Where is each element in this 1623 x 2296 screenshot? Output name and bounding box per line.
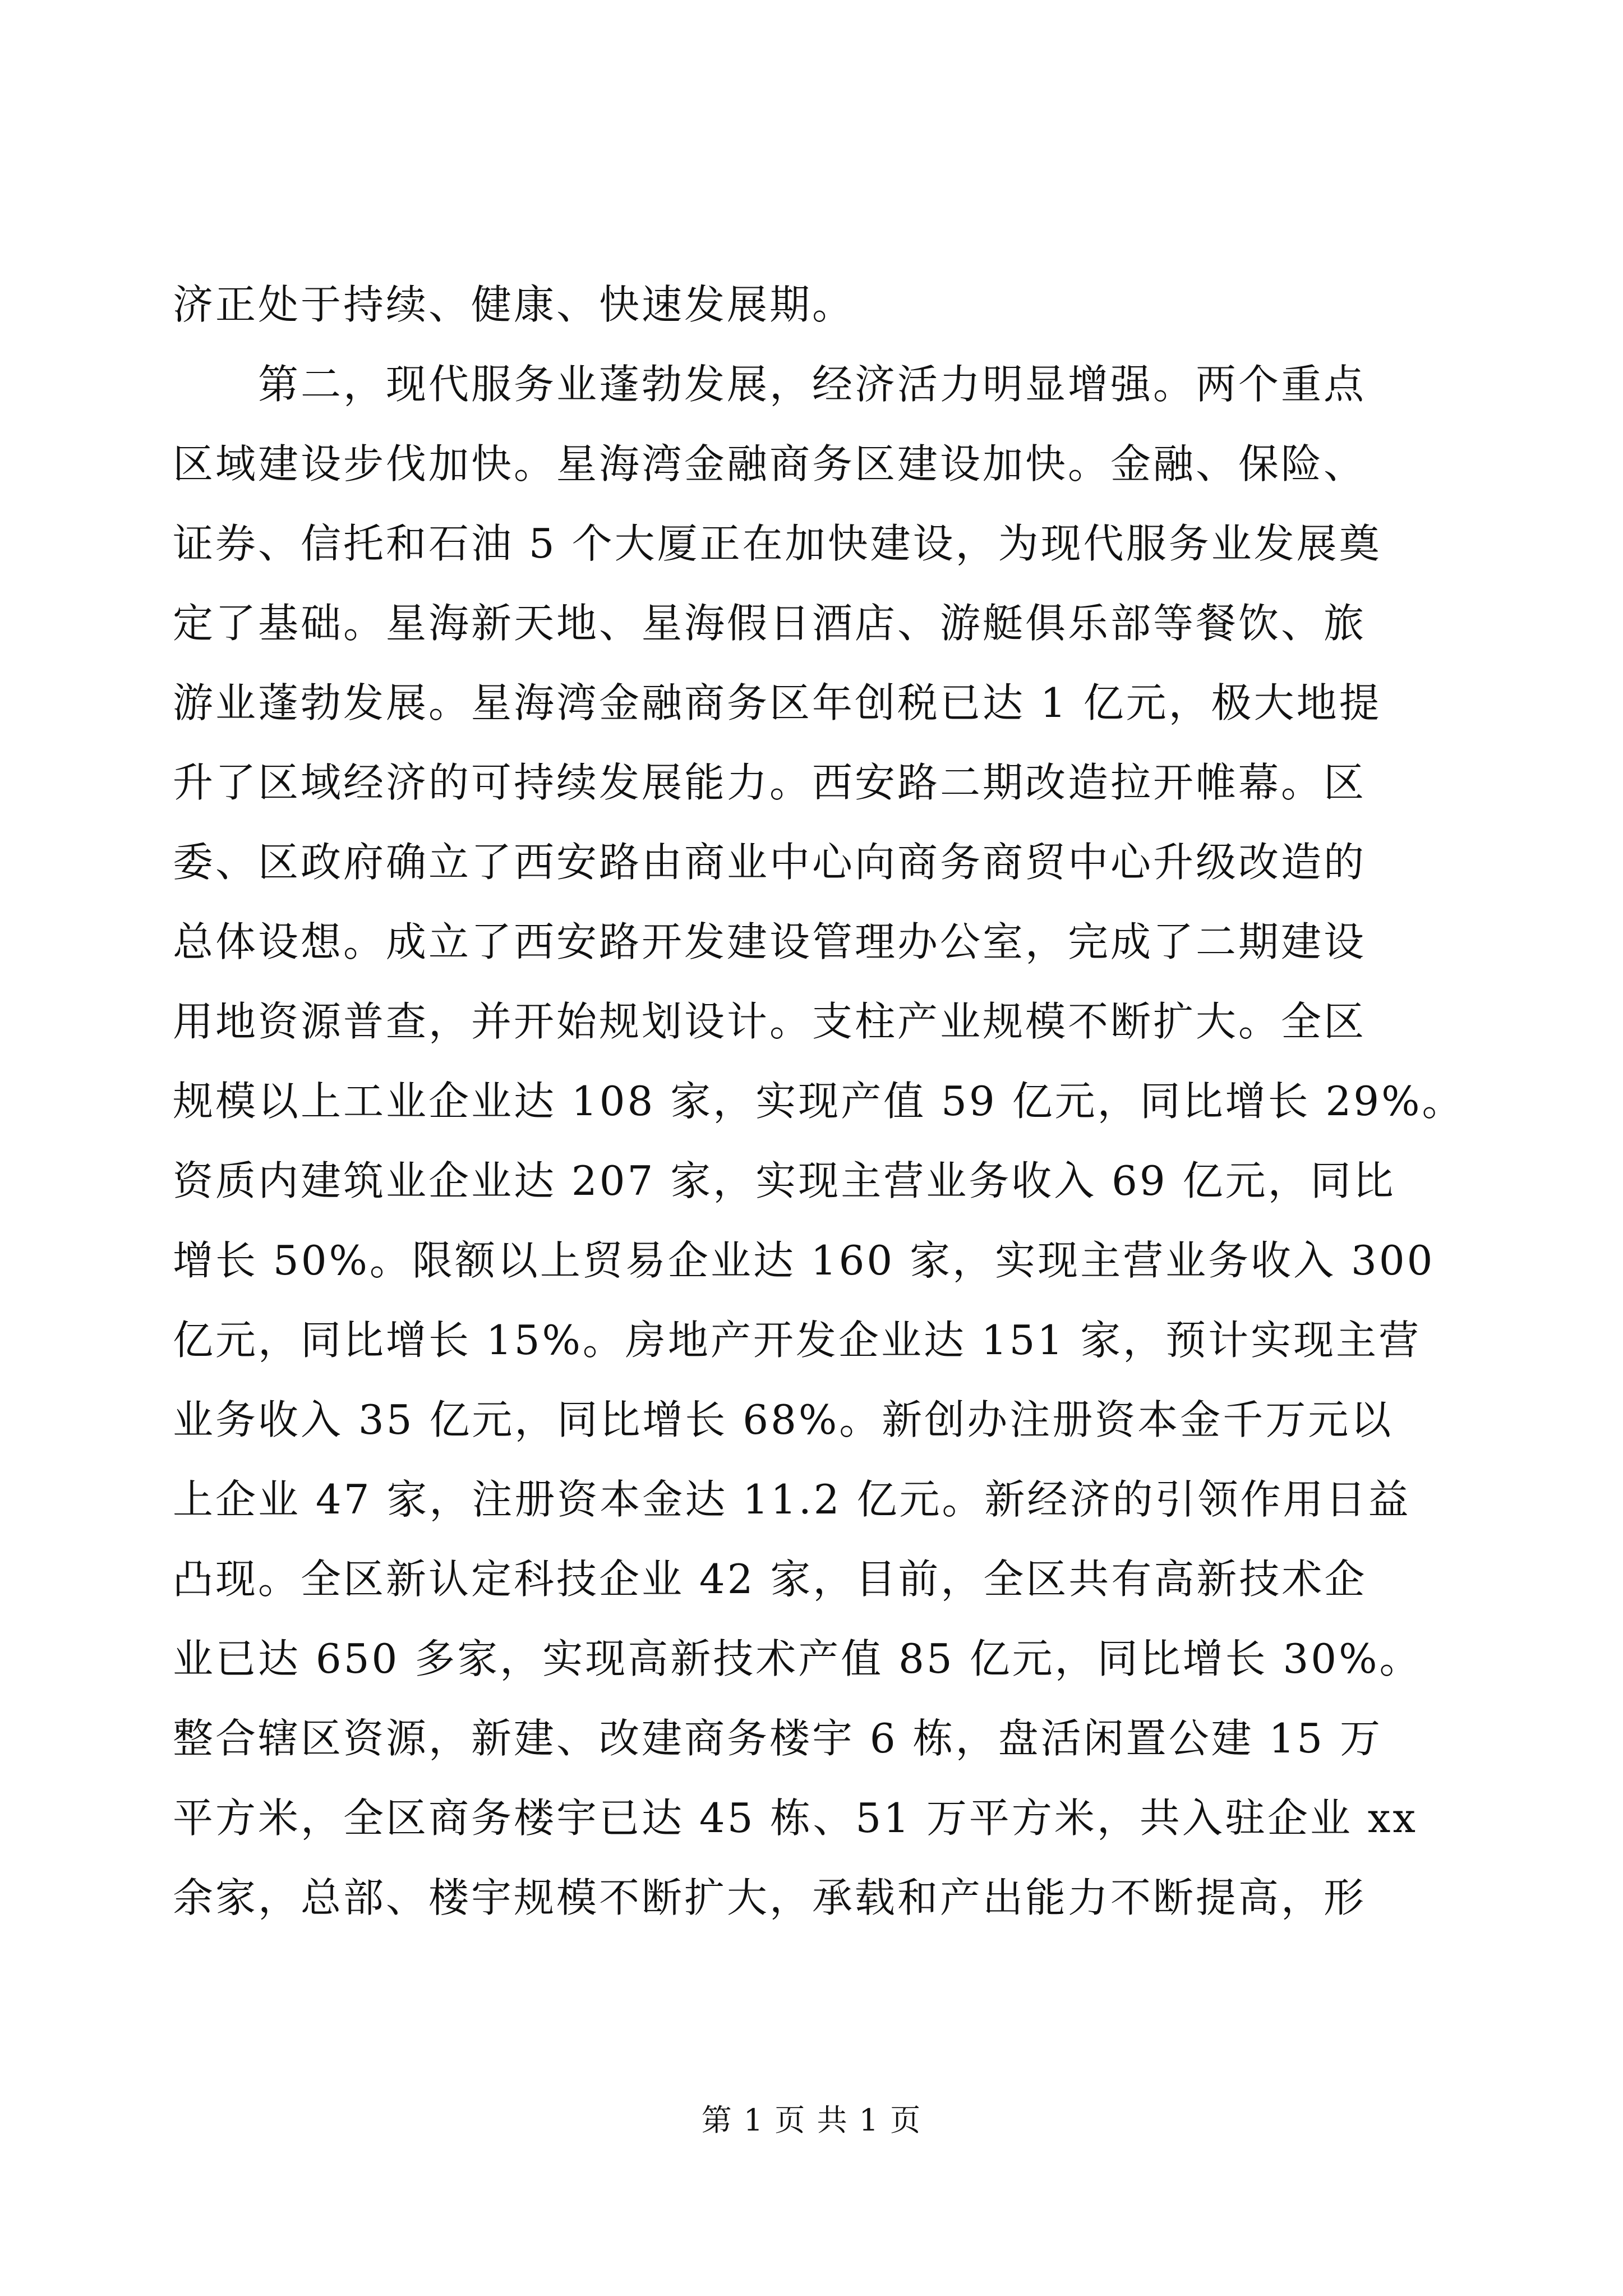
body-text	[173, 265, 1463, 1938]
text-line: 用地资源普查，并开始规划设计。支柱产业规模不断扩大。全区	[173, 998, 1367, 1045]
text-line: 证券、信托和石油 5 个大厦正在加快建设，为现代服务业发展奠	[173, 520, 1382, 567]
text-line: 凸现。全区新认定科技企业 42 家，目前，全区共有高新技术企	[173, 1556, 1367, 1603]
text-line: 平方米，全区商务楼宇已达 45 栋、51 万平方米，共入驻企业 xx	[173, 1795, 1418, 1842]
text-line: 区域建设步伐加快。星海湾金融商务区建设加快。金融、保险、	[173, 440, 1367, 487]
text-line: 第二，现代服务业蓬勃发展，经济活力明显增强。两个重点	[173, 361, 1367, 408]
text-line: 亿元，同比增长 15%。房地产开发企业达 151 家，预计实现主营	[173, 1317, 1422, 1364]
text-line: 余家，总部、楼宇规模不断扩大，承载和产出能力不断提高，形	[173, 1874, 1367, 1921]
text-line: 业务收入 35 亿元，同比增长 68%。新创办注册资本金千万元以	[173, 1396, 1394, 1443]
text-line: 定了基础。星海新天地、星海假日酒店、游艇俱乐部等餐饮、旅	[173, 600, 1367, 647]
text-line: 升了区域经济的可持续发展能力。西安路二期改造拉开帷幕。区	[173, 759, 1367, 806]
text-line: 资质内建筑业企业达 207 家，实现主营业务收入 69 亿元，同比	[173, 1157, 1396, 1204]
text-line: 整合辖区资源，新建、改建商务楼宇 6 栋，盘活闲置公建 15 万	[173, 1715, 1382, 1762]
text-line: 上企业 47 家，注册资本金达 11.2 亿元。新经济的引领作用日益	[173, 1476, 1411, 1523]
text-line: 游业蓬勃发展。星海湾金融商务区年创税已达 1 亿元，极大地提	[173, 679, 1382, 726]
text-line: 委、区政府确立了西安路由商业中心向商务商贸中心升级改造的	[173, 839, 1367, 886]
text-line: 济正处于持续、健康、快速发展期。	[173, 281, 855, 328]
page-footer: 第 1 页 共 1 页	[701, 2102, 922, 2138]
text-line: 规模以上工业企业达 108 家，实现产值 59 亿元，同比增长 29%。	[173, 1078, 1465, 1125]
text-line: 增长 50%。限额以上贸易企业达 160 家，实现主营业务收入 300	[173, 1237, 1435, 1284]
text-line: 总体设想。成立了西安路开发建设管理办公室，完成了二期建设	[173, 918, 1367, 965]
text-line: 业已达 650 多家，实现高新技术产值 85 亿元，同比增长 30%。	[173, 1635, 1422, 1682]
